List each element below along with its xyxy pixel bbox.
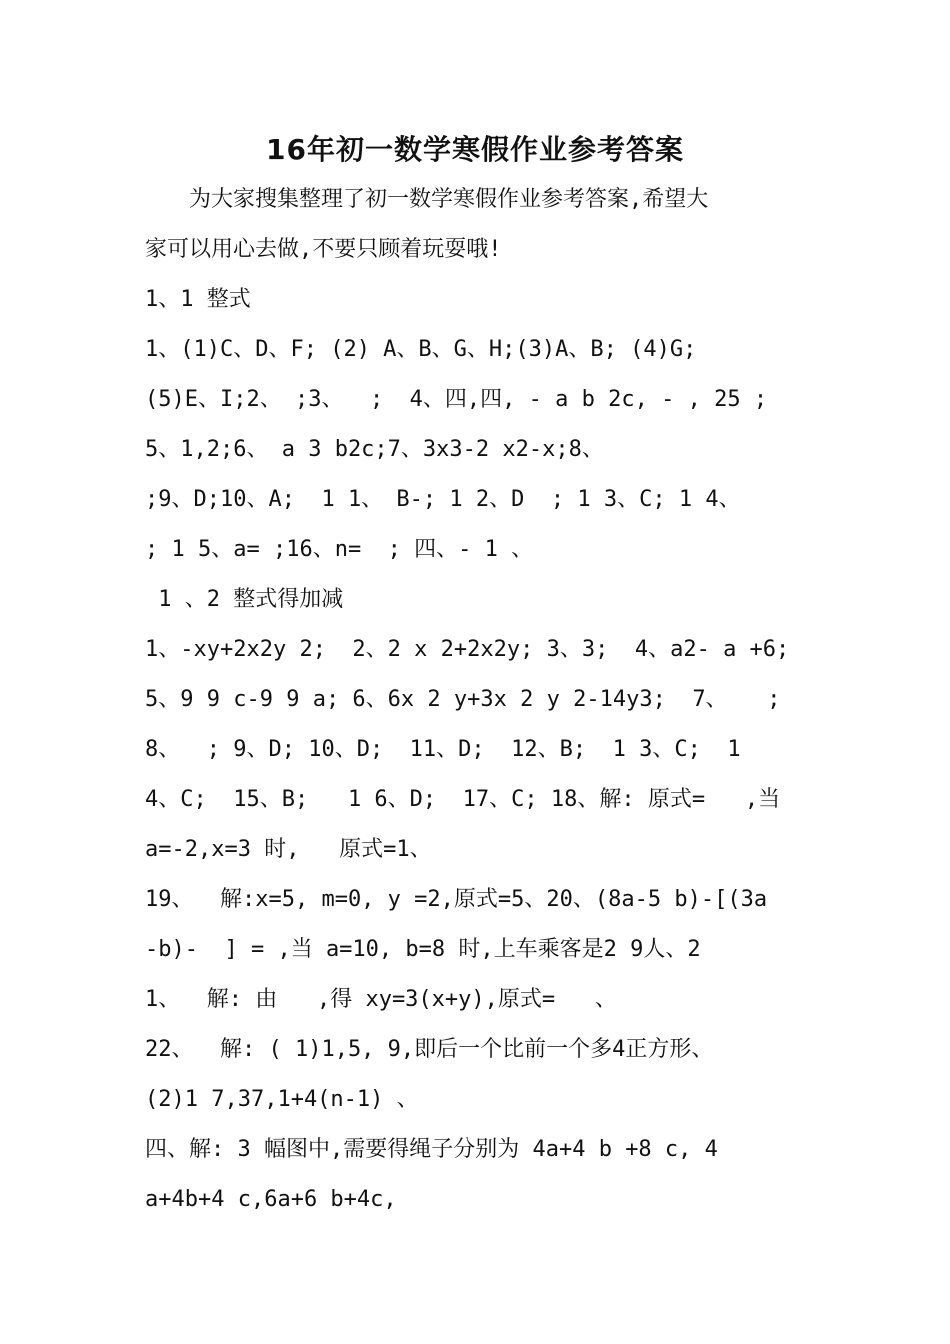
answer-line: ;9、D;10、A; 1 1、 B-; 1 2、D ; 1 3、C; 1 4、 — [145, 487, 741, 512]
intro-line: 家可以用心去做,不要只顾着玩耍哦! — [145, 237, 502, 262]
answer-line: a=-2,x=3 时, 原式=1、 — [145, 837, 432, 862]
answer-line: 19、 解:x=5, m=0, y =2,原式=5、20、(8a-5 b)-[(3a — [145, 887, 768, 912]
section-heading: 1 、2 整式得加减 — [145, 587, 344, 612]
answer-line: 四、解: 3 幅图中,需要得绳子分别为 4a+4 b +8 c, 4 — [145, 1137, 718, 1162]
answer-line: 22、 解: ( 1)1,5, 9,即后一个比前一个多4正方形、 — [145, 1037, 714, 1062]
answer-line: (2)1 7,37,1+4(n-1) 、 — [145, 1087, 419, 1112]
section-heading: 1、1 整式 — [145, 287, 251, 312]
answer-line: 1、 解: 由 ,得 xy=3(x+y),原式= 、 — [145, 987, 617, 1012]
answer-line: ; 1 5、a= ;16、n= ; 四、- 1 、 — [145, 537, 534, 562]
answer-line: 4、C; 15、B; 1 6、D; 17、C; 18、解: 原式= ,当 — [145, 787, 781, 812]
intro-line: 为大家搜集整理了初一数学寒假作业参考答案,希望大 — [189, 187, 709, 212]
answer-line: (5)E、I;2、 ;3、 ; 4、四,四, - a b 2c, - , 25 ; — [145, 387, 768, 412]
answer-line: a+4b+4 c,6a+6 b+4c, — [145, 1187, 397, 1212]
answer-line: 5、1,2;6、 a 3 b2c;7、3x3-2 x2-x;8、 — [145, 437, 604, 462]
answer-text-block — [145, 181, 825, 1231]
answer-line: 1、-xy+2x2y 2; 2、2 x 2+2x2y; 3、3; 4、a2- a +6; — [145, 637, 790, 662]
answer-line: 8、 ; 9、D; 10、D; 11、D; 12、B; 1 3、C; 1 — [145, 737, 741, 762]
page-title: 16年初一数学寒假作业参考答案 — [266, 133, 684, 166]
answer-line: 1、(1)C、D、F; (2) A、B、G、H;(3)A、B; (4)G; — [145, 337, 697, 362]
answer-line: 5、9 9 c-9 9 a; 6、6x 2 y+3x 2 y 2-14y3; 7、 ; — [145, 687, 781, 712]
answer-line: -b)- ] = ,当 a=10, b=8 时,上车乘客是2 9人、2 — [145, 937, 701, 962]
